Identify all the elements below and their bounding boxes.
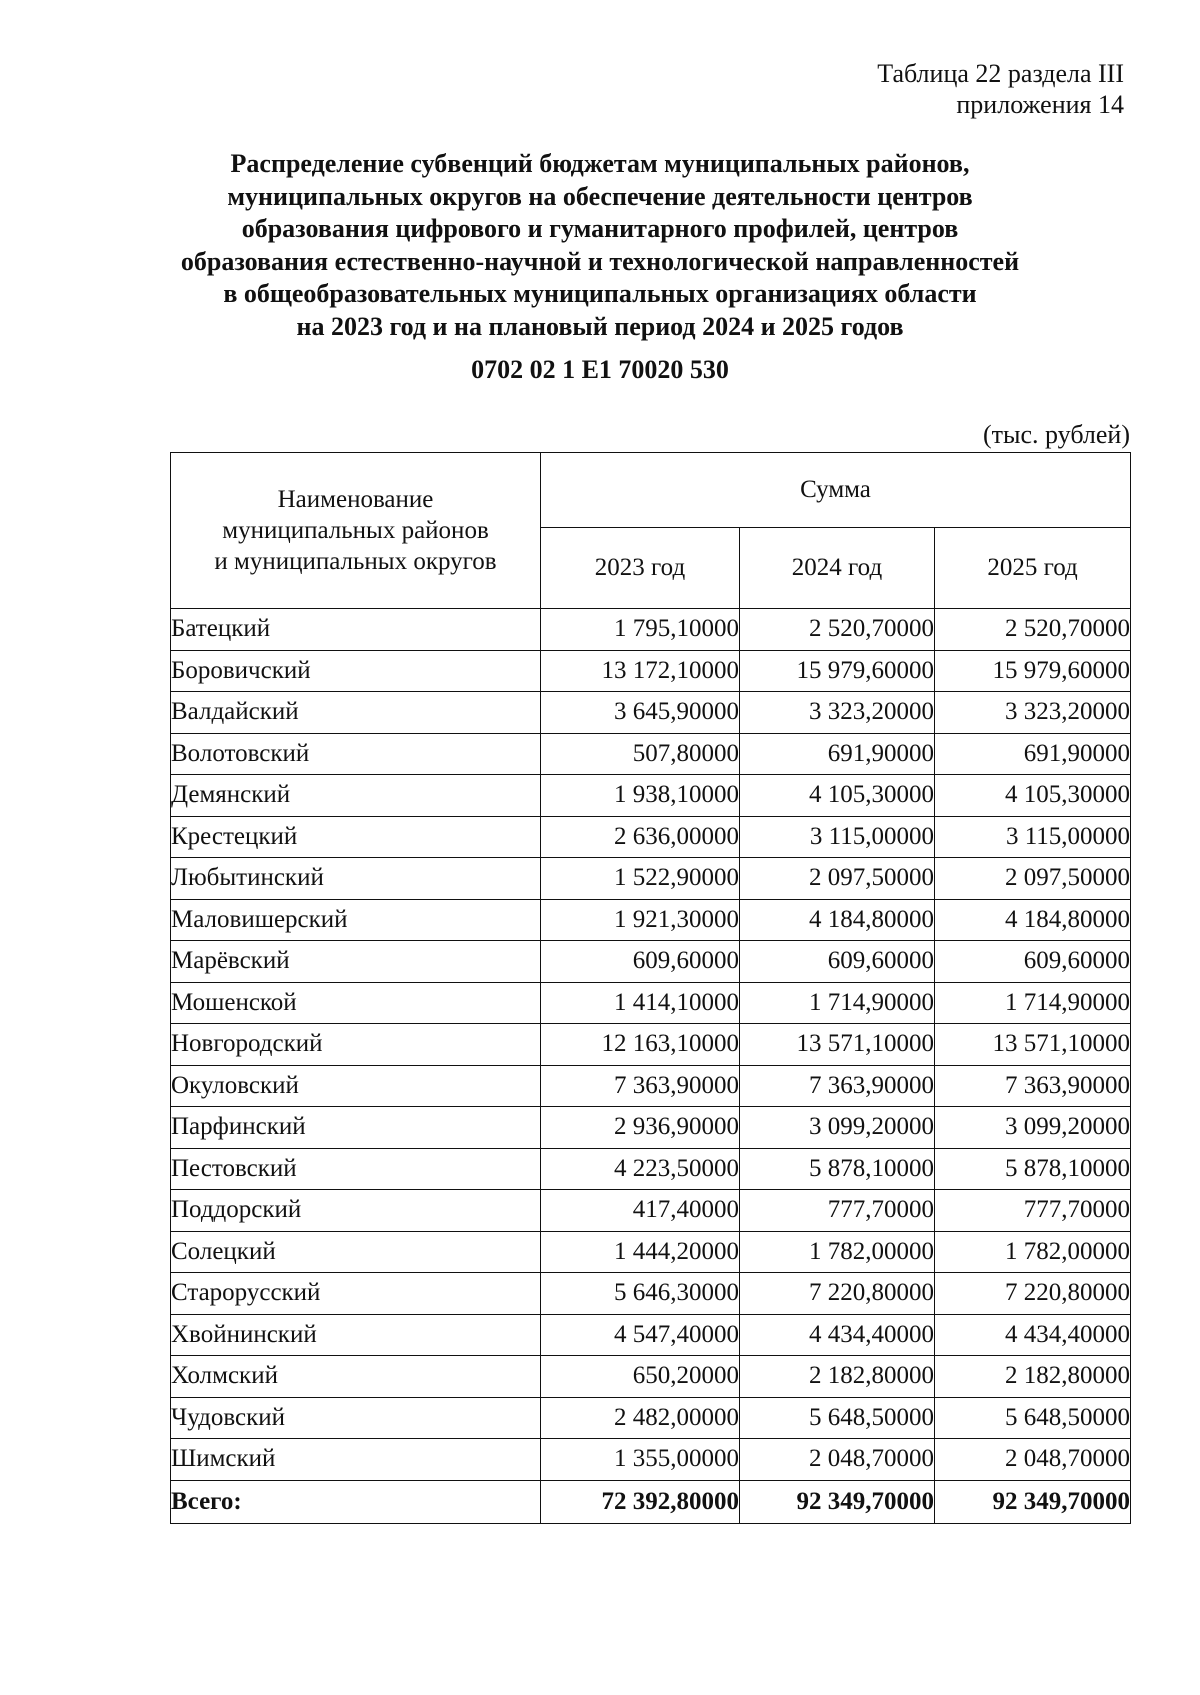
value-2024: 5 878,10000 xyxy=(740,1148,935,1190)
district-name: Батецкий xyxy=(171,609,541,651)
table-row xyxy=(171,1439,1131,1481)
total-row xyxy=(171,1480,1131,1523)
name-header-line-2: муниципальных районов xyxy=(222,517,489,544)
value-2023: 3 645,90000 xyxy=(541,692,740,734)
value-2023: 1 921,30000 xyxy=(541,899,740,941)
value-2025: 5 648,50000 xyxy=(935,1397,1131,1439)
total-label: Всего: xyxy=(171,1480,541,1523)
value-2025: 691,90000 xyxy=(935,733,1131,775)
district-name: Волотовский xyxy=(171,733,541,775)
district-name: Валдайский xyxy=(171,692,541,734)
value-2024: 2 182,80000 xyxy=(740,1356,935,1398)
value-2025: 4 434,40000 xyxy=(935,1314,1131,1356)
value-2024: 4 434,40000 xyxy=(740,1314,935,1356)
table-row xyxy=(171,858,1131,900)
table-row xyxy=(171,816,1131,858)
district-name: Крестецкий xyxy=(171,816,541,858)
value-2024: 4 184,80000 xyxy=(740,899,935,941)
year-2024-header: 2024 год xyxy=(740,528,935,609)
value-2023: 4 223,50000 xyxy=(541,1148,740,1190)
value-2023: 1 355,00000 xyxy=(541,1439,740,1481)
value-2024: 691,90000 xyxy=(740,733,935,775)
value-2025: 3 099,20000 xyxy=(935,1107,1131,1149)
value-2023: 12 163,10000 xyxy=(541,1024,740,1066)
value-2023: 1 522,90000 xyxy=(541,858,740,900)
table-row xyxy=(171,1356,1131,1398)
value-2024: 2 097,50000 xyxy=(740,858,935,900)
year-2023-header: 2023 год xyxy=(541,528,740,609)
value-2025: 3 115,00000 xyxy=(935,816,1131,858)
value-2024: 7 363,90000 xyxy=(740,1065,935,1107)
district-name: Солецкий xyxy=(171,1231,541,1273)
sum-column-header: Сумма xyxy=(541,453,1131,528)
value-2025: 15 979,60000 xyxy=(935,650,1131,692)
district-name: Маловишерский xyxy=(171,899,541,941)
value-2025: 3 323,20000 xyxy=(935,692,1131,734)
value-2024: 609,60000 xyxy=(740,941,935,983)
table-body xyxy=(171,609,1131,1524)
value-2023: 650,20000 xyxy=(541,1356,740,1398)
district-name: Старорусский xyxy=(171,1273,541,1315)
district-name: Демянский xyxy=(171,775,541,817)
title-line-5: в общеобразовательных муниципальных организациях области xyxy=(223,279,977,309)
total-2024: 92 349,70000 xyxy=(740,1480,935,1523)
value-2023: 1 444,20000 xyxy=(541,1231,740,1273)
value-2024: 3 099,20000 xyxy=(740,1107,935,1149)
value-2023: 2 936,90000 xyxy=(541,1107,740,1149)
value-2023: 13 172,10000 xyxy=(541,650,740,692)
reference-line-1: Таблица 22 раздела III xyxy=(877,59,1124,88)
value-2025: 4 105,30000 xyxy=(935,775,1131,817)
table-row xyxy=(171,650,1131,692)
total-2025: 92 349,70000 xyxy=(935,1480,1131,1523)
table-row xyxy=(171,1397,1131,1439)
title-line-3: образования цифрового и гуманитарного профилей, центров xyxy=(241,214,959,244)
value-2024: 777,70000 xyxy=(740,1190,935,1232)
table-row xyxy=(171,1231,1131,1273)
name-column-header xyxy=(171,453,541,609)
value-2023: 2 636,00000 xyxy=(541,816,740,858)
table-row xyxy=(171,692,1131,734)
value-2025: 5 878,10000 xyxy=(935,1148,1131,1190)
table-row xyxy=(171,941,1131,983)
name-header-line-1: Наименование xyxy=(277,486,434,513)
header-row-top xyxy=(171,453,1131,528)
subvention-table xyxy=(170,452,1131,1524)
value-2024: 15 979,60000 xyxy=(740,650,935,692)
value-2025: 4 184,80000 xyxy=(935,899,1131,941)
district-name: Марёвский xyxy=(171,941,541,983)
value-2024: 4 105,30000 xyxy=(740,775,935,817)
value-2024: 3 115,00000 xyxy=(740,816,935,858)
value-2024: 3 323,20000 xyxy=(740,692,935,734)
budget-code: 0702 02 1 Е1 70020 530 xyxy=(471,355,729,384)
district-name: Чудовский xyxy=(171,1397,541,1439)
district-name: Парфинский xyxy=(171,1107,541,1149)
value-2025: 2 048,70000 xyxy=(935,1439,1131,1481)
value-2025: 609,60000 xyxy=(935,941,1131,983)
value-2023: 5 646,30000 xyxy=(541,1273,740,1315)
table-row xyxy=(171,1065,1131,1107)
value-2023: 1 795,10000 xyxy=(541,609,740,651)
value-2023: 4 547,40000 xyxy=(541,1314,740,1356)
table-row xyxy=(171,899,1131,941)
table-row xyxy=(171,1314,1131,1356)
value-2025: 777,70000 xyxy=(935,1190,1131,1232)
total-2023: 72 392,80000 xyxy=(541,1480,740,1523)
table-row xyxy=(171,1148,1131,1190)
name-header-line-3: и муниципальных округов xyxy=(214,548,497,575)
value-2023: 1 414,10000 xyxy=(541,982,740,1024)
district-name: Поддорский xyxy=(171,1190,541,1232)
value-2023: 609,60000 xyxy=(541,941,740,983)
value-2024: 7 220,80000 xyxy=(740,1273,935,1315)
value-2025: 7 363,90000 xyxy=(935,1065,1131,1107)
value-2024: 1 782,00000 xyxy=(740,1231,935,1273)
value-2025: 7 220,80000 xyxy=(935,1273,1131,1315)
district-name: Любытинский xyxy=(171,858,541,900)
district-name: Холмский xyxy=(171,1356,541,1398)
value-2023: 2 482,00000 xyxy=(541,1397,740,1439)
value-2024: 5 648,50000 xyxy=(740,1397,935,1439)
value-2024: 2 048,70000 xyxy=(740,1439,935,1481)
district-name: Мошенской xyxy=(171,982,541,1024)
reference-line-2: приложения 14 xyxy=(956,90,1124,119)
value-2025: 13 571,10000 xyxy=(935,1024,1131,1066)
table-row xyxy=(171,1273,1131,1315)
value-2025: 2 182,80000 xyxy=(935,1356,1131,1398)
table-row xyxy=(171,1190,1131,1232)
table-row xyxy=(171,982,1131,1024)
value-2024: 2 520,70000 xyxy=(740,609,935,651)
table-reference xyxy=(877,58,1124,120)
district-name: Боровичский xyxy=(171,650,541,692)
value-2025: 2 520,70000 xyxy=(935,609,1131,651)
title-line-2: муниципальных округов на обеспечение деятельности центров xyxy=(227,181,973,211)
title-line-1: Распределение субвенций бюджетам муниципальных районов, xyxy=(230,149,970,178)
district-name: Шимский xyxy=(171,1439,541,1481)
value-2023: 507,80000 xyxy=(541,733,740,775)
value-2024: 1 714,90000 xyxy=(740,982,935,1024)
value-2023: 417,40000 xyxy=(541,1190,740,1232)
units-label: (тыс. рублей) xyxy=(982,420,1130,449)
title-line-4: образования естественно-научной и технологической направленностей xyxy=(180,246,1020,276)
value-2023: 1 938,10000 xyxy=(541,775,740,817)
table-row xyxy=(171,609,1131,651)
table-row xyxy=(171,1107,1131,1149)
district-name: Пестовский xyxy=(171,1148,541,1190)
value-2023: 7 363,90000 xyxy=(541,1065,740,1107)
document-title xyxy=(100,148,1100,344)
table-row xyxy=(171,1024,1131,1066)
table-row xyxy=(171,775,1131,817)
year-2025-header: 2025 год xyxy=(935,528,1131,609)
title-line-6: на 2023 год и на плановый период 2024 и 2025 годов xyxy=(296,311,904,341)
value-2024: 13 571,10000 xyxy=(740,1024,935,1066)
table-row xyxy=(171,733,1131,775)
district-name: Хвойнинский xyxy=(171,1314,541,1356)
district-name: Окуловский xyxy=(171,1065,541,1107)
value-2025: 1 782,00000 xyxy=(935,1231,1131,1273)
district-name: Новгородский xyxy=(171,1024,541,1066)
value-2025: 1 714,90000 xyxy=(935,982,1131,1024)
value-2025: 2 097,50000 xyxy=(935,858,1131,900)
